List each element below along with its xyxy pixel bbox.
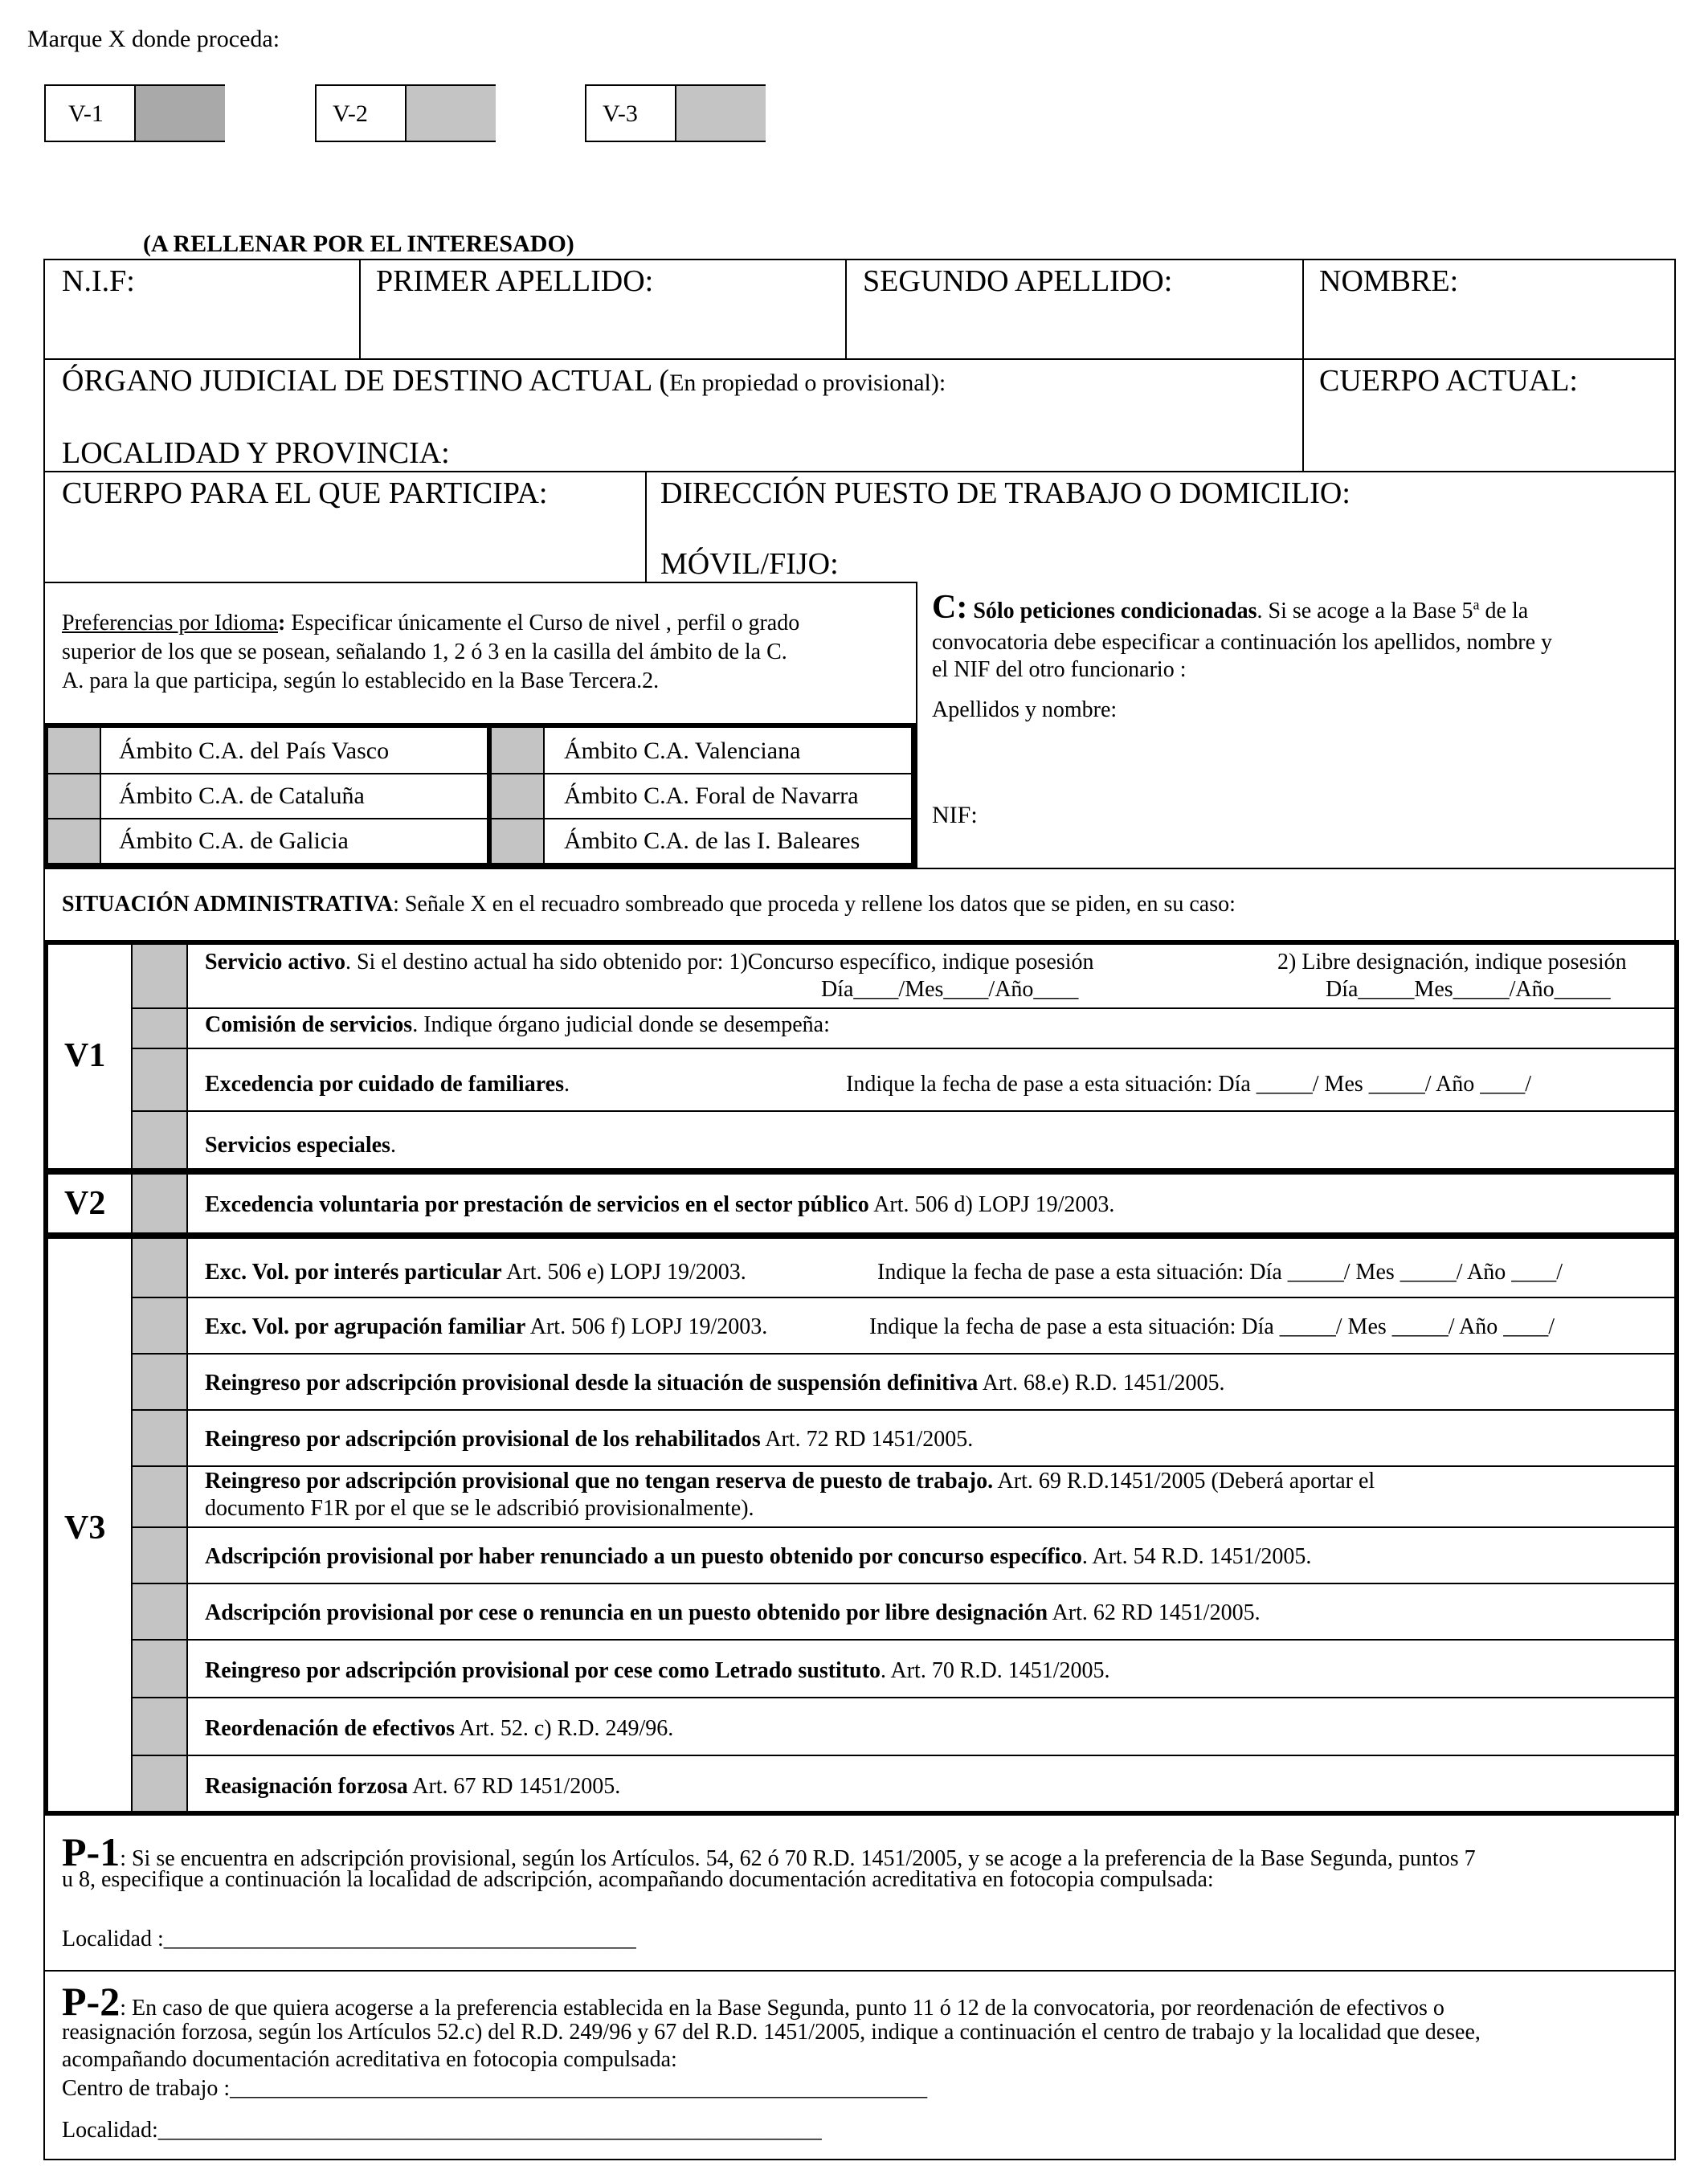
ambito-galicia-label: Ámbito C.A. de Galicia: [119, 827, 349, 854]
v3-row-rehabilitados[interactable]: Reingreso por adscripción provisional de los rehabilitados Art. 72 RD 1451/2005.: [205, 1427, 974, 1452]
option-v3-checkbox[interactable]: [675, 86, 766, 141]
idioma-heading: Preferencias por Idioma: [62, 611, 278, 635]
v3-row-interes-particular[interactable]: Exc. Vol. por interés particular Art. 506 e) LOPJ 19/2003.: [205, 1260, 746, 1285]
ambito-pais-vasco-label: Ámbito C.A. del País Vasco: [119, 738, 390, 764]
p2-localidad-field[interactable]: Localidad:___________________________________________________________: [62, 2118, 822, 2143]
organo-judicial-field[interactable]: [62, 363, 946, 398]
v3-row-agrupacion-familiar[interactable]: Exc. Vol. por agrupación familiar Art. 506 f) LOPJ 19/2003.: [205, 1314, 768, 1339]
organo-label: ÓRGANO JUDICIAL DE DESTINO ACTUAL (: [62, 364, 670, 398]
movil-field[interactable]: MÓVIL/FIJO:: [660, 547, 839, 581]
p2-line3: acompañando documentación acreditativa en fotocopia compulsada:: [62, 2047, 677, 2072]
nif-field[interactable]: N.I.F:: [62, 264, 135, 298]
p2-label: P-2: [62, 1979, 121, 2024]
ambito-baleares-label: Ámbito C.A. de las I. Baleares: [564, 827, 860, 854]
v1-excedencia-fecha[interactable]: Indique la fecha de pase a esta situación: Día _____/ Mes _____/ Año ____/: [846, 1072, 1532, 1097]
localidad-provincia-field[interactable]: LOCALIDAD Y PROVINCIA:: [62, 436, 450, 470]
option-v1-checkbox[interactable]: [134, 86, 225, 141]
v3-label: V3: [64, 1510, 106, 1547]
condicionadas-line1: C: Sólo peticiones condicionadas. Si se acoge a la Base 5$^a$ de la: [932, 589, 1529, 626]
option-v2-label: V-2: [333, 100, 368, 127]
p1-line1: P-1: Si se encuentra en adscripción provisional, según los Artículos. 54, 62 ó 70 R.D. 1451/2005, y se acoge a la preferencia de la Base Segunda, puntos 7: [62, 1829, 1476, 1874]
v3-checkbox-column[interactable]: [133, 1239, 186, 1811]
p1-line2: u 8, especifique a continuación la localidad de adscripción, acompañando documentación acreditativa en fotocopia compulsada:: [62, 1867, 1214, 1892]
cuerpo-actual-field[interactable]: CUERPO ACTUAL:: [1319, 364, 1578, 398]
condicionadas-line2: convocatoria debe especificar a continuación los apellidos, nombre y: [932, 630, 1553, 655]
p2-line2: reasignación forzosa, según los Artículos 52.c) del R.D. 249/96 y 67 del R.D. 1451/2005, indique a continuación el centro de trabajo y la localidad que desee,: [62, 2020, 1481, 2045]
condicionadas-letter: C:: [932, 589, 968, 626]
option-v1[interactable]: [44, 84, 225, 142]
ambito-pais-vasco-box[interactable]: [48, 728, 100, 773]
instruction-text: Marque X donde proceda:: [27, 26, 280, 52]
v1-fecha-concurso[interactable]: Día____/Mes____/Año____: [821, 977, 1079, 1002]
situacion-heading: SITUACIÓN ADMINISTRATIVA: Señale X en el recuadro sombreado que proceda y rellene los datos que se piden, en su caso:: [62, 892, 1236, 917]
ambito-cataluna-label: Ámbito C.A. de Cataluña: [119, 783, 365, 809]
v3-row-agrupacion-familiar-fecha[interactable]: Indique la fecha de pase a esta situación: Día _____/ Mes _____/ Año ____/: [869, 1314, 1555, 1339]
v1-servicio-activo[interactable]: Servicio activo. Si el destino actual ha sido obtenido por: 1)Concurso específico, indique posesión: [205, 950, 1094, 975]
v2-excedencia-sector-publico[interactable]: Excedencia voluntaria por prestación de servicios en el sector público Art. 506 d) LOPJ 19/2003.: [205, 1192, 1115, 1217]
v2-label: V2: [64, 1185, 106, 1222]
v1-checkbox-column[interactable]: [133, 945, 186, 1168]
condicionadas-apellidos-field[interactable]: Apellidos y nombre:: [932, 697, 1118, 722]
v3-row-suspension[interactable]: Reingreso por adscripción provisional desde la situación de suspensión definitiva Art. 68.e) R.D. 1451/2005.: [205, 1371, 1225, 1395]
v1-excedencia-familiares[interactable]: Excedencia por cuidado de familiares.: [205, 1072, 570, 1097]
ambito-navarra-label: Ámbito C.A. Foral de Navarra: [564, 783, 859, 809]
v1-fecha-libre[interactable]: Día_____Mes_____/Año_____: [1326, 977, 1611, 1002]
section-title: (A RELLENAR POR EL INTERESADO): [143, 231, 574, 257]
p2-centro-field[interactable]: Centro de trabajo :______________________________________________________________: [62, 2076, 928, 2101]
idioma-line3: A. para la que participa, según lo establecido en la Base Tercera.2.: [62, 668, 660, 693]
option-v3[interactable]: [585, 84, 766, 142]
v3-row-reasignacion[interactable]: Reasignación forzosa Art. 67 RD 1451/2005.: [205, 1774, 621, 1799]
v3-row-letrado-sustituto[interactable]: Reingreso por adscripción provisional por cese como Letrado sustituto. Art. 70 R.D. 1451/2005.: [205, 1658, 1110, 1683]
ambito-valenciana-label: Ámbito C.A. Valenciana: [564, 738, 801, 764]
v1-servicios-especiales[interactable]: Servicios especiales.: [205, 1133, 396, 1158]
v3-row-sin-reserva-line2: documento F1R por el que se le adscribió provisionalmente).: [205, 1496, 754, 1521]
ambito-navarra-box[interactable]: [492, 774, 543, 818]
ambito-galicia-box[interactable]: [48, 819, 100, 863]
cuerpo-participa-field[interactable]: CUERPO PARA EL QUE PARTICIPA:: [62, 476, 548, 510]
v3-row-libre-designacion[interactable]: Adscripción provisional por cese o renuncia en un puesto obtenido por libre designación Art. 62 RD 1451/2005.: [205, 1600, 1261, 1625]
v2-checkbox[interactable]: [133, 1175, 186, 1232]
v1-libre-designacion: 2) Libre designación, indique posesión: [1277, 950, 1627, 975]
direccion-field[interactable]: DIRECCIÓN PUESTO DE TRABAJO O DOMICILIO:: [660, 476, 1350, 510]
p2-line1: P-2: En caso de que quiera acogerse a la preferencia establecida en la Base Segunda, punto 11 ó 12 de la convocatoria, por reordenación de efectivos o: [62, 1979, 1444, 2024]
v3-row-sin-reserva[interactable]: Reingreso por adscripción provisional que no tengan reserva de puesto de trabajo. Art. 69 R.D.1451/2005 (Deberá aportar el: [205, 1469, 1375, 1494]
option-v3-label: V-3: [603, 100, 638, 127]
organo-sublabel: En propiedad o provisional):: [669, 370, 946, 396]
option-v2-checkbox[interactable]: [405, 86, 496, 141]
v1-comision-servicios[interactable]: Comisión de servicios. Indique órgano judicial donde se desempeña:: [205, 1012, 830, 1037]
ambito-baleares-box[interactable]: [492, 819, 543, 863]
option-v1-label: V-1: [68, 100, 104, 127]
v3-row-reordenacion[interactable]: Reordenación de efectivos Art. 52. c) R.D. 249/96.: [205, 1716, 674, 1741]
p1-localidad-field[interactable]: Localidad :__________________________________________: [62, 1927, 636, 1951]
condicionadas-nif-field[interactable]: NIF:: [932, 802, 978, 828]
v3-row-concurso-especifico[interactable]: Adscripción provisional por haber renunciado a un puesto obtenido por concurso específico. Art. 54 R.D. 1451/2005.: [205, 1544, 1312, 1569]
primer-apellido-field[interactable]: PRIMER APELLIDO:: [376, 264, 654, 298]
idioma-line2: superior de los que se posean, señalando 1, 2 ó 3 en la casilla del ámbito de la C.: [62, 640, 787, 664]
segundo-apellido-field[interactable]: SEGUNDO APELLIDO:: [863, 264, 1173, 298]
nombre-field[interactable]: NOMBRE:: [1319, 264, 1459, 298]
option-v2[interactable]: [315, 84, 496, 142]
v3-row-interes-particular-fecha[interactable]: Indique la fecha de pase a esta situación: Día _____/ Mes _____/ Año ____/: [877, 1260, 1563, 1285]
idioma-line1: Preferencias por Idioma: Especificar únicamente el Curso de nivel , perfil o grado: [62, 611, 800, 635]
ambito-cataluna-box[interactable]: [48, 774, 100, 818]
condicionadas-line3: el NIF del otro funcionario :: [932, 657, 1187, 682]
v1-label: V1: [64, 1037, 106, 1074]
p1-label: P-1: [62, 1829, 121, 1874]
ambito-valenciana-box[interactable]: [492, 728, 543, 773]
